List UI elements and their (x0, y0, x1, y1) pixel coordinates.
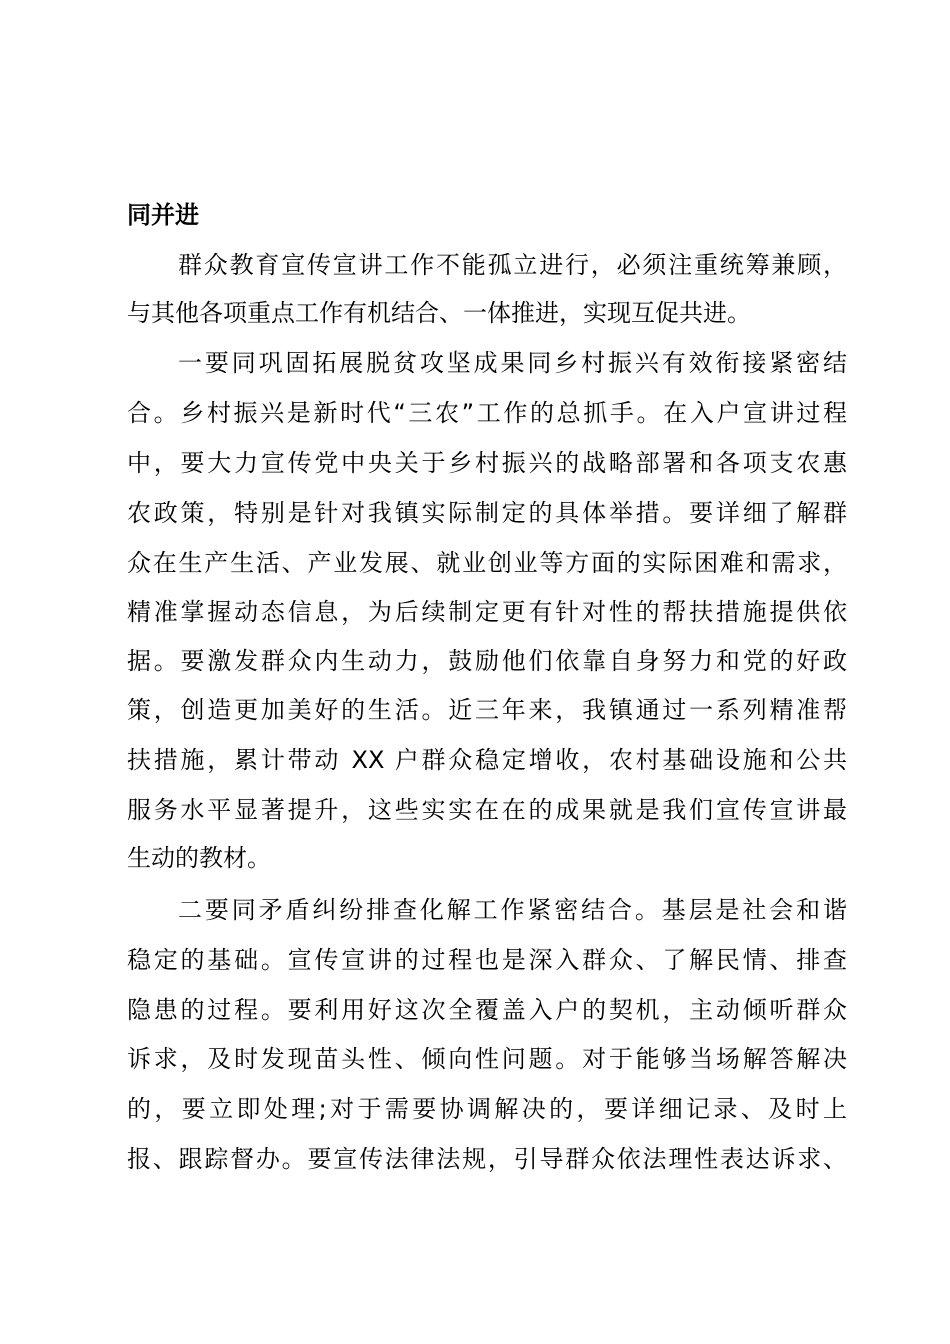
paragraph-3-line-5: 的，要立即处理;对于需要协调解决的，要详细记录、及时上 (127, 1095, 847, 1123)
paragraph-2-line-7: 据。要激发群众内生动力，鼓励他们依靠自身努力和党的好政 (127, 647, 847, 675)
paragraph-1-line-2: 与其他各项重点工作有机结合、一体推进，实现互促共进。 (127, 299, 751, 327)
paragraph-3-line-6: 报、跟踪督办。要宣传法律法规，引导群众依法理性表达诉求、 (127, 1145, 847, 1173)
paragraph-3-line-4: 诉求，及时发现苗头性、倾向性问题。对于能够当场解答解决 (127, 1045, 847, 1073)
paragraph-1-line-1: 群众教育宣传宣讲工作不能孤立进行，必须注重统筹兼顾， (178, 251, 847, 279)
paragraph-2-line-4: 农政策，特别是针对我镇实际制定的具体举措。要详细了解群 (127, 499, 847, 527)
section-heading-continuation: 同并进 (127, 201, 199, 229)
paragraph-2-line-11: 生动的教材。 (127, 844, 271, 872)
paragraph-2-line-8: 策，创造更加美好的生活。近三年来，我镇通过一系列精准帮 (127, 696, 847, 724)
paragraph-3-line-2: 稳定的基础。宣传宣讲的过程也是深入群众、了解民情、排查 (127, 946, 847, 974)
paragraph-3-line-3: 隐患的过程。要利用好这次全覆盖入户的契机，主动倾听群众 (127, 996, 847, 1024)
paragraph-2-line-10: 服务水平显著提升，这些实实在在的成果就是我们宣传宣讲最 (127, 796, 847, 824)
paragraph-2-line-6: 精准掌握动态信息，为后续制定更有针对性的帮扶措施提供依 (127, 598, 847, 626)
paragraph-3-line-1: 二要同矛盾纠纷排查化解工作紧密结合。基层是社会和谐 (178, 896, 847, 924)
paragraph-2-line-9: 扶措施，累计带动 XX 户群众稳定增收，农村基础设施和公共 (127, 746, 847, 774)
paragraph-2-line-3: 中，要大力宣传党中央关于乡村振兴的战略部署和各项支农惠 (127, 449, 847, 477)
paragraph-2-line-2: 合。乡村振兴是新时代“三农”工作的总抓手。在入户宣讲过程 (127, 399, 847, 427)
paragraph-2-line-5: 众在生产生活、产业发展、就业创业等方面的实际困难和需求， (127, 549, 847, 577)
paragraph-2-line-1: 一要同巩固拓展脱贫攻坚成果同乡村振兴有效衔接紧密结 (178, 349, 847, 377)
